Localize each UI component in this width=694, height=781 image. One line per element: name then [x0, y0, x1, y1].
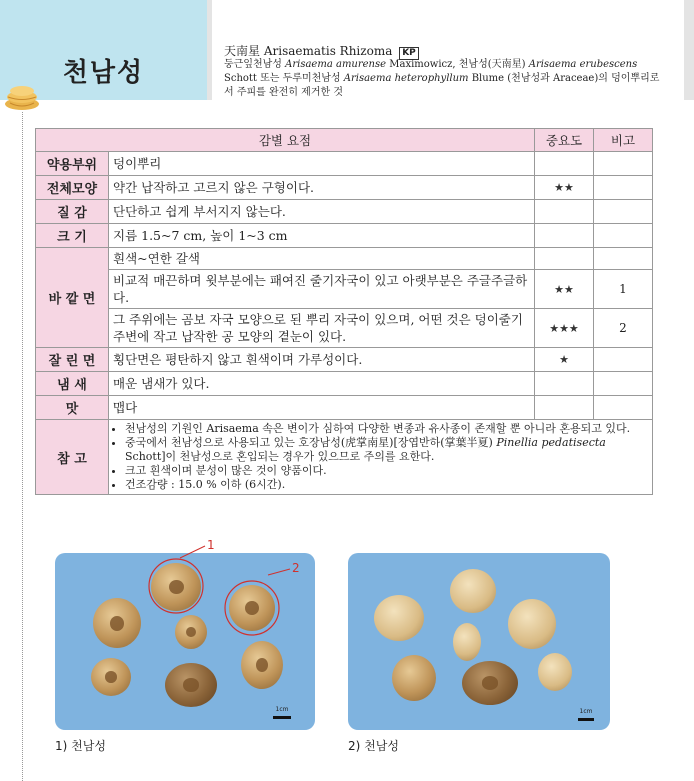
- row-note: [594, 348, 653, 372]
- row-label: 질 감: [36, 200, 109, 224]
- specimen-photo-2: [348, 553, 610, 730]
- row-note: [594, 372, 653, 396]
- table-row: [36, 248, 653, 270]
- row-text: 지름 1.5~7 cm, 높이 1~3 cm: [109, 224, 535, 248]
- herb-origin-description: [224, 58, 664, 100]
- row-label: 바 깥 면: [36, 248, 109, 348]
- table-header-row: [36, 129, 653, 152]
- list-item: • 크고 흰색이며 분성이 많은 것이 양품이다.: [125, 464, 648, 478]
- desc-species: Arisaema erubescens: [528, 59, 638, 70]
- list-item: [125, 436, 648, 464]
- tuber-image: [450, 569, 496, 613]
- list-item: • 천남성의 기원인 Arisaema 속은 변이가 심하여 다양한 변종과 유사종이 존재할 뿐 아니라 혼용되고 있다.: [125, 422, 648, 436]
- row-note: [594, 176, 653, 200]
- header-note: 비고: [594, 129, 653, 152]
- margin-dotted-line: [22, 112, 23, 781]
- row-importance: ★: [535, 348, 594, 372]
- table-row: [36, 270, 653, 309]
- row-label: 크 기: [36, 224, 109, 248]
- desc-text: Blume (천남성과 Araceae)의 덩이뿌리로서 주피를 완전히 제거한 것: [224, 73, 660, 98]
- table-row: [36, 152, 653, 176]
- table-row: [36, 176, 653, 200]
- desc-text: 둥근잎천남성: [224, 59, 286, 70]
- header-importance: 중요도: [535, 129, 594, 152]
- row-text: 약간 납작하고 고르지 않은 구형이다.: [109, 176, 535, 200]
- row-text: 그 주위에는 곰보 자국 모양으로 된 뿌리 자국이 있으며, 어떤 것은 덩이줄기 주변에 작고 납작한 공 모양의 곁눈이 있다.: [109, 309, 535, 348]
- row-note: 1: [594, 270, 653, 309]
- herb-hanja: 天南星: [224, 44, 261, 58]
- callout-circles: [55, 553, 315, 730]
- desc-species: Arisaema amurense: [285, 59, 387, 70]
- header-main: 감별 요점: [36, 129, 535, 152]
- identification-table: [35, 128, 653, 495]
- photo-caption-2: 2) 천남성: [348, 739, 399, 753]
- row-label: 참 고: [36, 420, 109, 495]
- row-text: 덩이뿌리: [109, 152, 535, 176]
- list-item: • 건조감량 : 15.0 % 이하 (6시간).: [125, 478, 648, 492]
- row-note: [594, 200, 653, 224]
- row-note: [594, 224, 653, 248]
- tuber-image: [453, 623, 481, 661]
- table-row: [36, 224, 653, 248]
- row-text: 매운 냄새가 있다.: [109, 372, 535, 396]
- table-row: [36, 309, 653, 348]
- scale-bar: [273, 706, 291, 719]
- row-importance: ★★: [535, 176, 594, 200]
- scale-bar: [578, 708, 594, 721]
- row-note: 2: [594, 309, 653, 348]
- row-importance: ★★★: [535, 309, 594, 348]
- row-note: [594, 152, 653, 176]
- ref-text: Schott]이 천남성으로 혼입되는 경우가 있으므로 주의를 요한다.: [125, 450, 435, 463]
- row-label: 맛: [36, 396, 109, 420]
- table-row: [36, 200, 653, 224]
- tuber-image: [392, 655, 436, 701]
- kp-badge: KP: [399, 47, 419, 60]
- row-text: 단단하고 쉽게 부서지지 않는다.: [109, 200, 535, 224]
- ref-species: Pinellia pedatisecta: [496, 436, 606, 449]
- callout-number-2: 2: [292, 561, 300, 575]
- table-row: [36, 396, 653, 420]
- row-importance: [535, 200, 594, 224]
- row-note: [594, 248, 653, 270]
- row-label: 전체모양: [36, 176, 109, 200]
- tuber-image: [508, 599, 556, 649]
- photo-caption-1: 1) 천남성: [55, 739, 106, 753]
- tuber-image: [462, 661, 518, 705]
- table-row: [36, 348, 653, 372]
- desc-species: Arisaema heterophyllum: [343, 73, 469, 84]
- herb-latin-name: Arisaematis Rhizoma: [263, 44, 393, 58]
- row-label: 약용부위: [36, 152, 109, 176]
- row-note: [594, 396, 653, 420]
- row-label: 잘 린 면: [36, 348, 109, 372]
- row-importance: [535, 248, 594, 270]
- row-label: 냄 새: [36, 372, 109, 396]
- page-title: 천남성: [62, 58, 145, 88]
- row-importance: [535, 372, 594, 396]
- table-row: [36, 420, 653, 495]
- ref-text: 중국에서 천남성으로 사용되고 있는 호장남성(虎掌南星)[장엽반하(掌葉半夏): [125, 436, 497, 449]
- row-importance: [535, 224, 594, 248]
- desc-text: Schott 또는 두루미천남성: [224, 73, 344, 84]
- row-importance: [535, 152, 594, 176]
- callout-number-1: 1: [207, 538, 215, 552]
- row-text: 흰색~연한 갈색: [109, 248, 535, 270]
- row-text: 횡단면은 평탄하지 않고 흰색이며 가루성이다.: [109, 348, 535, 372]
- tuber-image: [538, 653, 572, 691]
- specimen-photo-1: [55, 553, 315, 730]
- scale-label: 1cm: [579, 708, 593, 715]
- row-importance: ★★: [535, 270, 594, 309]
- reference-notes: [109, 420, 653, 495]
- herb-bundle-icon: [2, 82, 42, 112]
- row-text: 비교적 매끈하며 윗부분에는 패여진 줄기자국이 있고 아랫부분은 주글주글하다.: [109, 270, 535, 309]
- tuber-image: [374, 595, 424, 641]
- desc-text: Maximowicz, 천남성(天南星): [386, 59, 529, 70]
- table-row: [36, 372, 653, 396]
- row-text: 맵다: [109, 396, 535, 420]
- scale-label: 1cm: [275, 706, 289, 713]
- row-importance: [535, 396, 594, 420]
